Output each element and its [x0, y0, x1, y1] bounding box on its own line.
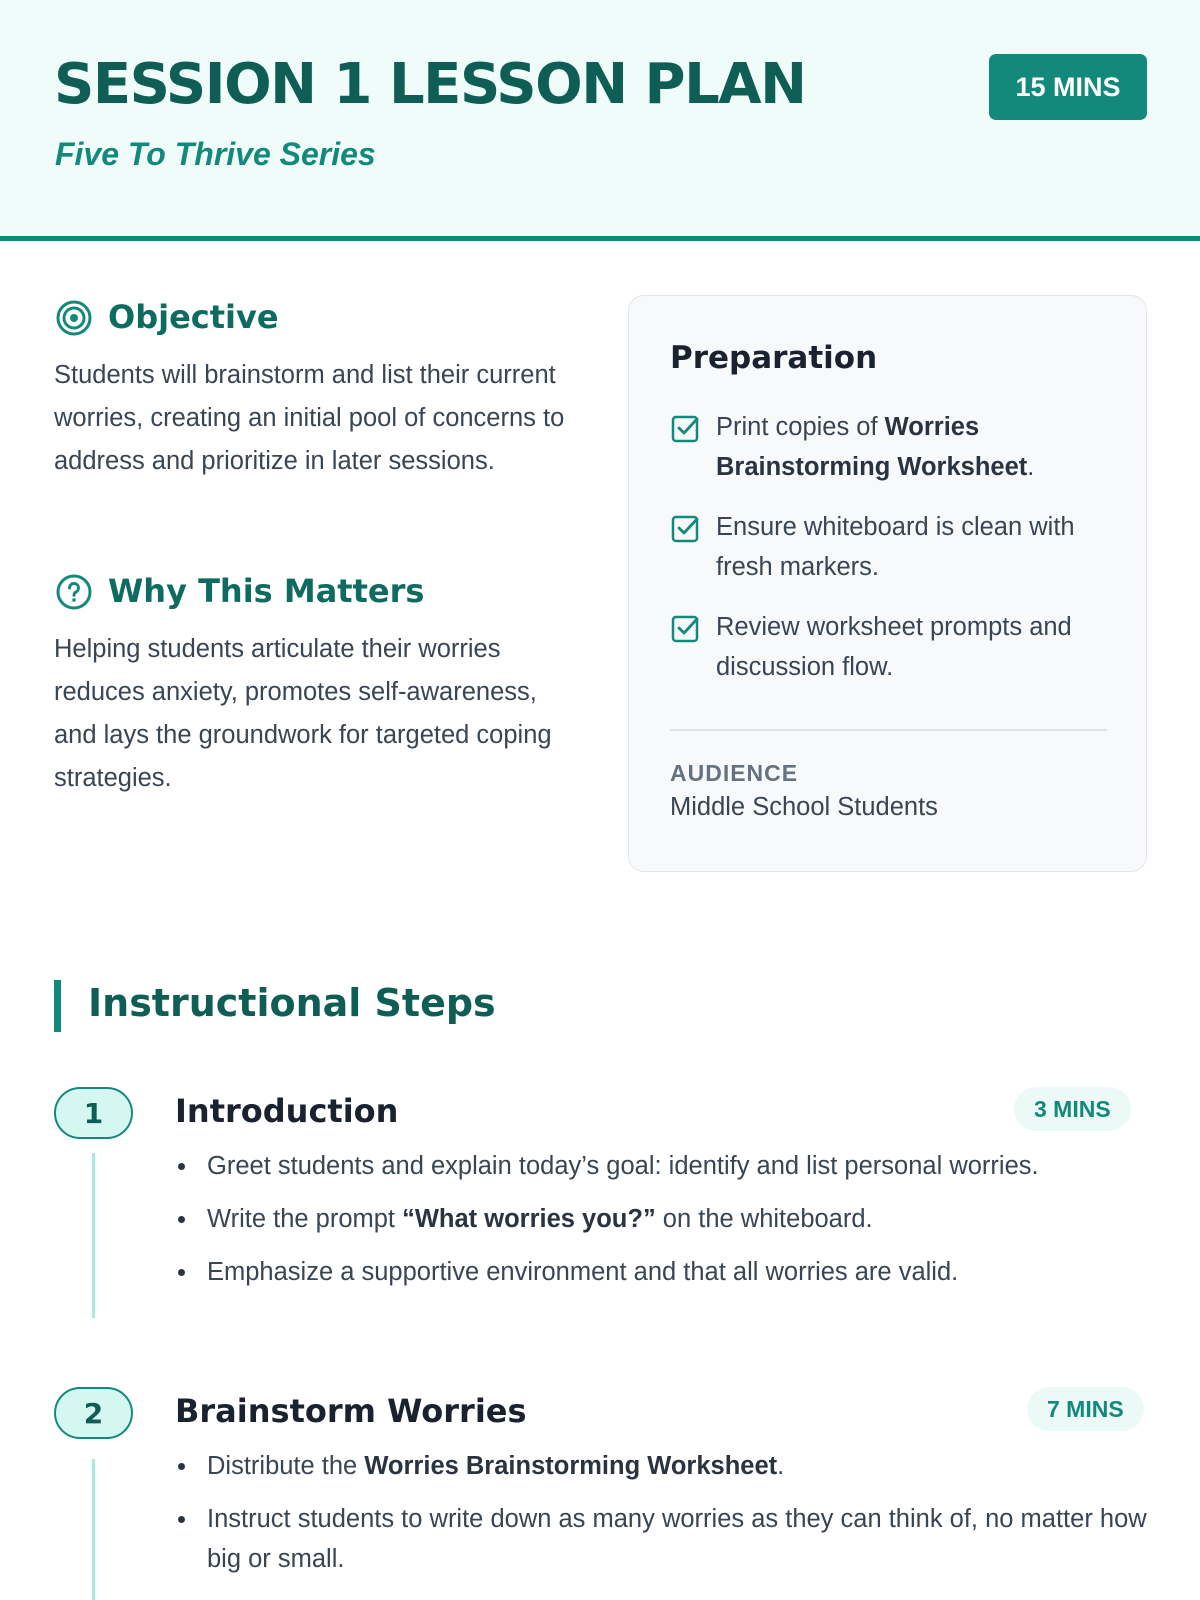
step-timeline-line [92, 1153, 95, 1318]
step-time-badge: 7 MINS [1027, 1387, 1144, 1431]
divider [670, 729, 1107, 731]
step-title: Brainstorm Worries [175, 1392, 527, 1430]
page-title: SESSION 1 LESSON PLAN [54, 52, 806, 117]
duration-badge: 15 MINS [989, 54, 1147, 120]
preparation-card [628, 295, 1147, 872]
checkbox-checked-icon [670, 412, 702, 444]
prep-item: Review worksheet prompts and discussion flow. [670, 607, 1120, 687]
list-item: Distribute the Worries Brainstorming Worksheet. [178, 1446, 1153, 1486]
audience-value: Middle School Students [670, 793, 938, 821]
list-item: Write the prompt “What worries you?” on the whiteboard. [178, 1199, 1153, 1239]
target-icon [55, 299, 93, 337]
why-heading: Why This Matters [108, 572, 425, 610]
step-bullet-list [178, 1446, 1153, 1592]
audience-label: AUDIENCE [670, 760, 799, 786]
step-timeline-line [92, 1459, 95, 1600]
checkbox-checked-icon [670, 512, 702, 544]
list-item: Emphasize a supportive environment and that all worries are valid. [178, 1252, 1153, 1292]
series-subtitle: Five To Thrive Series [55, 136, 376, 172]
section-accent-bar [54, 980, 61, 1032]
preparation-title: Preparation [670, 340, 878, 376]
list-item: Greet students and explain today’s goal: identify and list personal worries. [178, 1146, 1153, 1186]
step-number-badge: 1 [54, 1087, 133, 1139]
objective-heading: Objective [108, 298, 279, 336]
preparation-list [670, 407, 1120, 707]
objective-text: Students will brainstorm and list their current worries, creating an initial pool of concerns to address and prioritize in later sessions. [54, 361, 565, 475]
prep-item: Ensure whiteboard is clean with fresh markers. [670, 507, 1120, 587]
list-item: Instruct students to write down as many worries as they can think of, no matter how big or small. [178, 1499, 1153, 1579]
step-title: Introduction [175, 1092, 399, 1130]
step-number-badge: 2 [54, 1387, 133, 1439]
question-circle-icon [55, 573, 93, 611]
checkbox-checked-icon [670, 612, 702, 644]
step-time-badge: 3 MINS [1014, 1087, 1131, 1131]
why-text: Helping students articulate their worries reduces anxiety, promotes self-awareness, and lays the groundwork for targeted coping strategies. [54, 635, 552, 792]
step-bullet-list [178, 1146, 1153, 1305]
steps-heading: Instructional Steps [88, 981, 496, 1025]
page-header [0, 0, 1200, 241]
prep-item: Print copies of Worries Brainstorming Worksheet. [670, 407, 1120, 487]
